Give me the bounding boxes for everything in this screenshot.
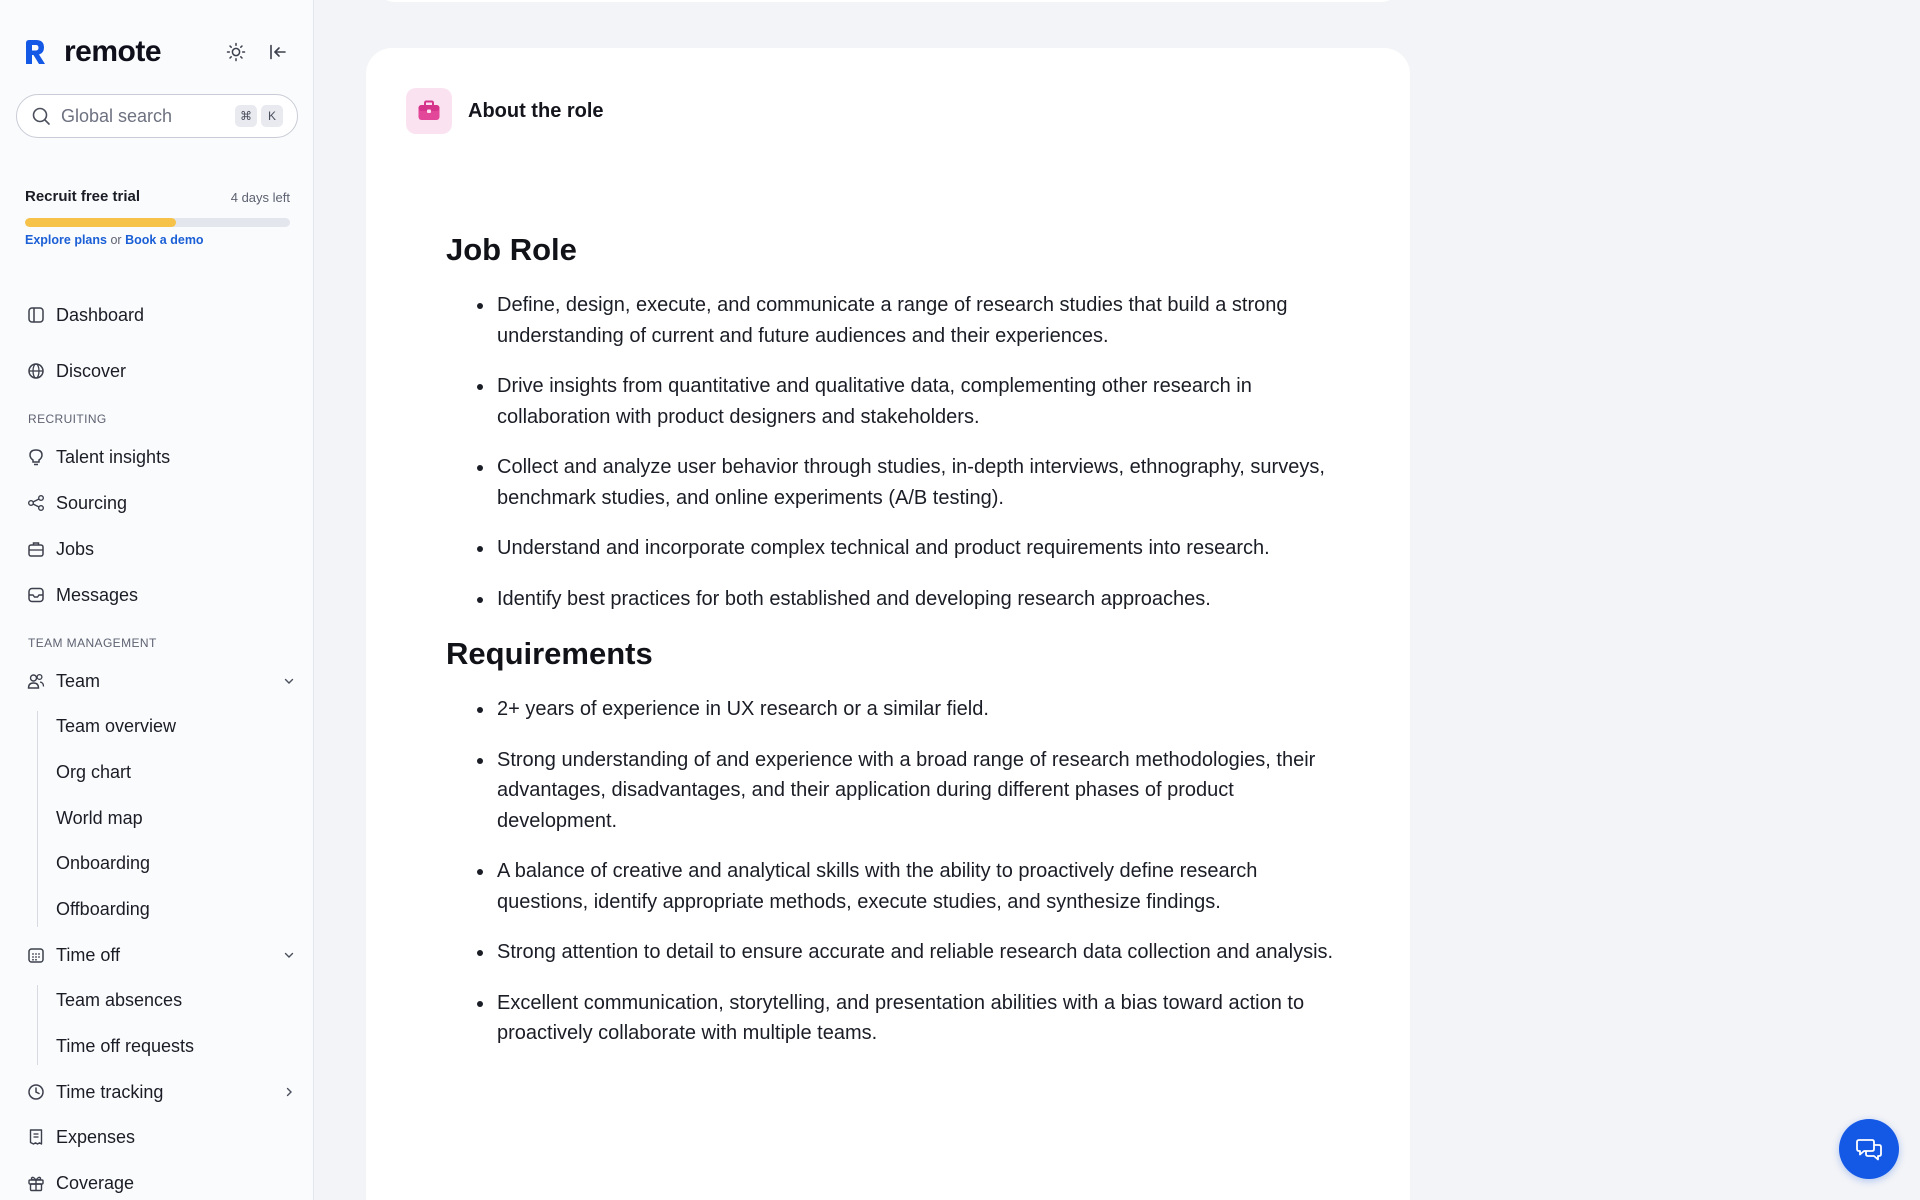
- nav-sourcing-label: Sourcing: [56, 492, 128, 513]
- nav-world-map[interactable]: World map: [56, 808, 143, 828]
- previous-card-edge: [378, 0, 1398, 2]
- collapse-sidebar-button[interactable]: [264, 38, 292, 66]
- k-key: K: [261, 105, 283, 127]
- section-heading-requirements: Requirements: [446, 636, 653, 671]
- share-nodes-icon: [26, 493, 46, 513]
- nav-expenses[interactable]: [26, 1121, 298, 1153]
- or-text: or: [110, 233, 122, 247]
- command-key: ⌘: [235, 105, 257, 127]
- nav-discover[interactable]: [26, 355, 298, 387]
- chevron-down-icon[interactable]: [280, 946, 298, 964]
- chevron-down-icon[interactable]: [280, 672, 298, 690]
- chevron-right-icon[interactable]: [280, 1083, 298, 1101]
- dashboard-icon: [26, 305, 46, 325]
- nav-jobs-label: Jobs: [56, 538, 95, 559]
- trial-panel: [25, 188, 290, 247]
- list-item: Identify best practices for both established and developing research approaches.: [446, 584, 1346, 615]
- nav-time-off-label: Time off: [56, 944, 121, 965]
- globe-icon: [26, 361, 46, 381]
- time-off-subnav-line: [37, 985, 38, 1065]
- nav-messages-label: Messages: [56, 584, 139, 605]
- job-role-list: [446, 290, 1346, 614]
- sidebar: [0, 0, 314, 1200]
- nav-expenses-label: Expenses: [56, 1126, 136, 1147]
- nav-time-off-requests[interactable]: Time off requests: [56, 1036, 195, 1056]
- explore-plans-link[interactable]: Explore plans: [25, 233, 107, 247]
- nav-sourcing[interactable]: [26, 487, 298, 519]
- nav-team-overview[interactable]: Team overview: [56, 716, 177, 736]
- list-item: Strong attention to detail to ensure accurate and reliable research data collection and analysis.: [446, 937, 1346, 968]
- users-icon: [26, 671, 46, 691]
- list-item: Collect and analyze user behavior through studies, in-depth interviews, ethnography, surveys, benchmark studies, and online experiments (A/B testing).: [446, 452, 1346, 513]
- nav-org-chart[interactable]: Org chart: [56, 762, 132, 782]
- nav-coverage[interactable]: [26, 1167, 298, 1199]
- nav-team-label: Team: [56, 670, 101, 691]
- nav-time-tracking[interactable]: [26, 1076, 298, 1108]
- search-input[interactable]: [61, 106, 221, 127]
- nav-time-off[interactable]: [26, 939, 298, 971]
- card-title: About the role: [468, 99, 604, 122]
- brand-name: remote: [64, 35, 162, 68]
- role-description: [446, 230, 1346, 1069]
- receipt-icon: [26, 1127, 46, 1147]
- nav-talent-insights-label: Talent insights: [56, 446, 171, 467]
- chat-support-button[interactable]: [1839, 1119, 1899, 1179]
- section-recruiting: RECRUITING: [28, 412, 107, 426]
- briefcase-icon: [26, 539, 46, 559]
- search-shortcut: [231, 105, 283, 127]
- team-subnav-line: [37, 711, 38, 927]
- search-icon: [31, 106, 51, 126]
- list-item: Excellent communication, storytelling, and presentation abilities with a bias toward action to proactively collaborate with multiple teams.: [446, 988, 1346, 1049]
- global-search[interactable]: [16, 94, 298, 138]
- nav-dashboard-label: Dashboard: [56, 304, 145, 325]
- briefcase-icon: [406, 88, 452, 134]
- brand-row: [16, 32, 296, 72]
- trial-title: Recruit free trial: [25, 188, 141, 205]
- list-item: Strong understanding of and experience with a broad range of research methodologies, their advantages, disadvantages, and their application during different phases of product development.: [446, 745, 1346, 837]
- inbox-icon: [26, 585, 46, 605]
- calendar-icon: [26, 945, 46, 965]
- nav-offboarding[interactable]: Offboarding: [56, 899, 150, 919]
- nav-discover-label: Discover: [56, 360, 127, 381]
- nav-dashboard[interactable]: [26, 299, 298, 331]
- nav-talent-insights[interactable]: [26, 441, 298, 473]
- nav-messages[interactable]: [26, 579, 298, 611]
- nav-time-tracking-label: Time tracking: [56, 1081, 164, 1102]
- list-item: A balance of creative and analytical skills with the ability to proactively define research questions, identify appropriate methods, execute studies, and synthesize findings.: [446, 856, 1346, 917]
- card-header: [406, 88, 604, 134]
- trial-progress-bar: [25, 218, 290, 227]
- collapse-left-icon: [268, 42, 288, 62]
- trial-progress-fill: [25, 218, 176, 227]
- chat-bubbles-icon: [1855, 1135, 1883, 1163]
- section-team-management: TEAM MANAGEMENT: [28, 636, 157, 650]
- sun-icon: [226, 42, 246, 62]
- lightbulb-icon: [26, 447, 46, 467]
- list-item: 2+ years of experience in UX research or a similar field.: [446, 694, 1346, 725]
- clock-icon: [26, 1082, 46, 1102]
- nav-team-absences[interactable]: Team absences: [56, 990, 183, 1010]
- nav-coverage-label: Coverage: [56, 1172, 135, 1193]
- theme-toggle-button[interactable]: [222, 38, 250, 66]
- book-demo-link[interactable]: Book a demo: [125, 233, 204, 247]
- nav-jobs[interactable]: [26, 533, 298, 565]
- nav-team[interactable]: [26, 665, 298, 697]
- trial-days-left: 4 days left: [230, 190, 290, 205]
- gift-icon: [26, 1173, 46, 1193]
- nav-onboarding[interactable]: Onboarding: [56, 853, 151, 873]
- requirements-list: [446, 694, 1346, 1049]
- about-role-card: [366, 48, 1410, 1200]
- list-item: Define, design, execute, and communicate a range of research studies that build a strong understanding of current and future audiences and their experiences.: [446, 290, 1346, 351]
- section-heading-job-role: Job Role: [446, 232, 577, 267]
- trial-links: [25, 233, 290, 247]
- list-item: Drive insights from quantitative and qualitative data, complementing other research in collaboration with product designers and stakeholders.: [446, 371, 1346, 432]
- remote-logo-icon[interactable]: [16, 33, 54, 71]
- list-item: Understand and incorporate complex technical and product requirements into research.: [446, 533, 1346, 564]
